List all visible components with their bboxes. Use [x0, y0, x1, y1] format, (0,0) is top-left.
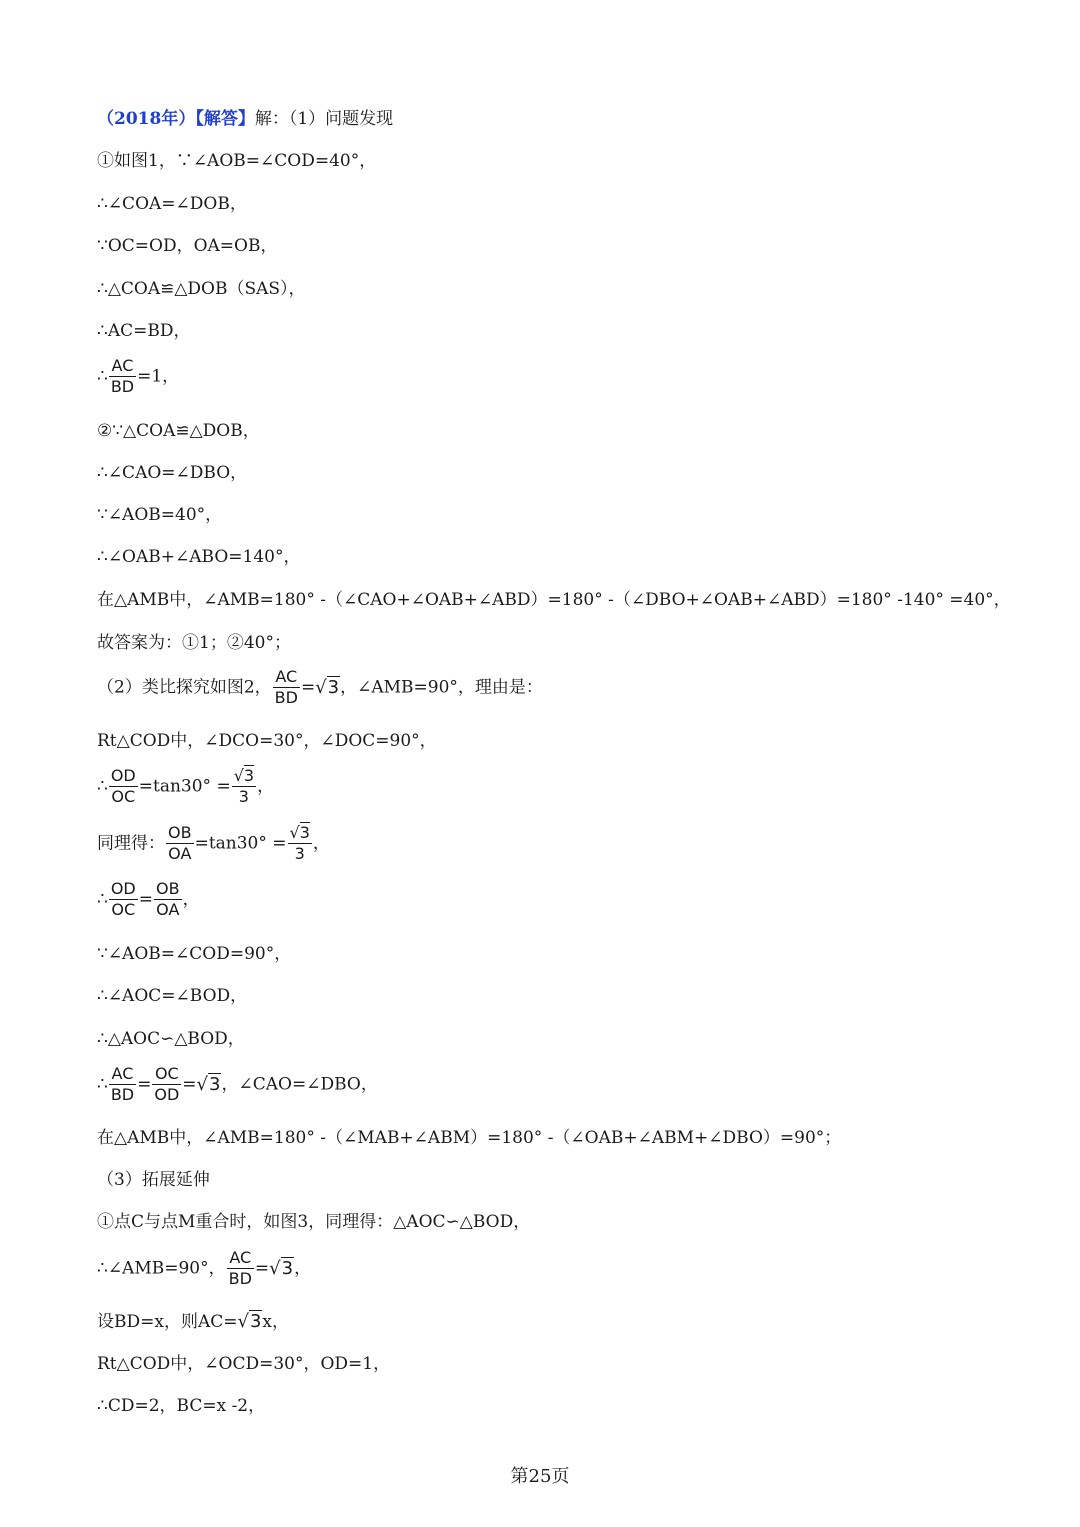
numerator: OC [152, 1064, 181, 1085]
text: ， [312, 833, 330, 854]
text: ， [257, 776, 275, 797]
radicand: 3 [243, 766, 255, 785]
numerator: AC [227, 1248, 254, 1269]
line-2: ①如图1，∵∠AOB=∠COD=40°， [97, 151, 377, 171]
line-17 [97, 823, 330, 864]
line-25: ①点C与点M重合时，如图3，同理得：△AOC∽△BOD， [97, 1212, 531, 1232]
line-22 [97, 1064, 378, 1105]
line-13: 故答案为：①1；②40°； [97, 633, 291, 653]
line-26 [97, 1248, 311, 1289]
denominator: OA [168, 844, 192, 863]
line-9: ∴∠CAO=∠DBO， [97, 463, 248, 483]
numerator: OD [110, 766, 136, 785]
sqrt: √3 [315, 676, 340, 698]
text: ， [294, 1258, 312, 1279]
sqrt: √3 [237, 1311, 262, 1332]
text: = [138, 889, 153, 910]
line-27 [97, 1311, 289, 1333]
denominator: OC [111, 900, 136, 919]
numerator-sqrt: √3 [233, 766, 255, 785]
text: 同理得： [97, 833, 165, 854]
text: ∴∠AMB=90°， [97, 1258, 226, 1279]
numerator: OD [110, 879, 136, 898]
line-8: ②∵△COA≌△DOB， [97, 421, 260, 441]
line-6: ∴AC=BD， [97, 321, 191, 341]
line-12: 在△AMB中，∠AMB=180° -（∠CAO+∠OAB+∠ABD）=180° -（∠DBO+∠OAB+∠ABD）=180° -140° =40°， [97, 590, 1011, 610]
line-15: Rt△COD中，∠DCO=30°，∠DOC=90°， [97, 731, 437, 751]
fraction [232, 766, 256, 807]
text: = [137, 1074, 152, 1095]
numerator: AC [109, 356, 136, 377]
year-tag: （2018年）【解答】 [97, 109, 255, 129]
fraction [288, 823, 312, 864]
denominator: BD [110, 1085, 135, 1104]
denominator: BD [228, 1269, 252, 1288]
line-7 [97, 356, 179, 397]
line-23: 在△AMB中，∠AMB=180° -（∠MAB+∠ABM）=180° -（∠OAB+∠ABM+∠DBO）=90°； [97, 1128, 842, 1148]
numerator: OB [168, 823, 192, 842]
text: 设BD=x，则AC= [97, 1312, 238, 1332]
line-heading [97, 108, 393, 130]
fraction [109, 879, 138, 920]
text: ∴ [97, 366, 108, 387]
text: ∴ [97, 1074, 108, 1095]
line-5: ∴△COA≌△DOB（SAS）， [97, 279, 306, 299]
text: ，∠CAO=∠DBO， [221, 1074, 378, 1095]
text: =tan30° = [194, 833, 287, 854]
line-24: （3）拓展延伸 [97, 1170, 210, 1190]
radicand: 3 [249, 1311, 262, 1332]
fraction [227, 1248, 254, 1289]
fraction [273, 667, 300, 708]
line-18 [97, 879, 200, 920]
denominator: 3 [238, 787, 249, 806]
fraction [152, 1064, 181, 1105]
line-14 [97, 667, 543, 708]
denominator: OC [111, 787, 136, 806]
line-3: ∴∠COA=∠DOB， [97, 194, 247, 214]
fraction [109, 766, 138, 807]
text: （2）类比探究如图2， [97, 677, 272, 698]
text: = [300, 677, 316, 698]
text: = [254, 1258, 270, 1279]
denominator: 3 [294, 844, 305, 863]
denominator: BD [110, 377, 135, 396]
text: ∴ [97, 889, 108, 910]
page-number: 第25页 [510, 1466, 570, 1487]
text: = [182, 1074, 197, 1095]
numerator: AC [273, 667, 300, 688]
text: =1， [137, 366, 180, 387]
line-11: ∴∠OAB+∠ABO=140°， [97, 547, 301, 567]
fraction [154, 879, 182, 920]
numerator: OB [156, 879, 180, 898]
line-19: ∵∠AOB=∠COD=90°， [97, 944, 292, 964]
heading-text: 解：（1）问题发现 [254, 109, 394, 129]
sqrt: √3 [196, 1073, 221, 1095]
text: ，∠AMB=90°，理由是： [340, 677, 543, 698]
denominator: OA [156, 900, 180, 919]
fraction [166, 823, 194, 864]
line-28: Rt△COD中，∠OCD=30°，OD=1， [97, 1354, 391, 1374]
text: ∴ [97, 776, 108, 797]
radicand: 3 [281, 1257, 294, 1279]
denominator: BD [274, 688, 298, 707]
fraction [109, 1064, 136, 1105]
sqrt: √3 [269, 1257, 294, 1279]
line-16 [97, 766, 274, 807]
radicand: 3 [299, 823, 310, 842]
numerator-sqrt: √3 [289, 823, 310, 842]
line-10: ∵∠AOB=40°， [97, 505, 223, 525]
fraction [109, 356, 136, 397]
line-4: ∵OC=OD，OA=OB， [97, 236, 278, 256]
line-20: ∴∠AOC=∠BOD， [97, 986, 248, 1006]
numerator: AC [109, 1064, 136, 1085]
text: ， [182, 889, 200, 910]
line-29: ∴CD=2，BC=x -2， [97, 1396, 266, 1416]
denominator: OD [154, 1085, 180, 1104]
radicand: 3 [209, 1073, 221, 1095]
text: =tan30° = [138, 776, 231, 797]
text: x， [262, 1312, 290, 1332]
radicand: 3 [327, 676, 340, 698]
line-21: ∴△AOC∽△BOD， [97, 1029, 245, 1049]
